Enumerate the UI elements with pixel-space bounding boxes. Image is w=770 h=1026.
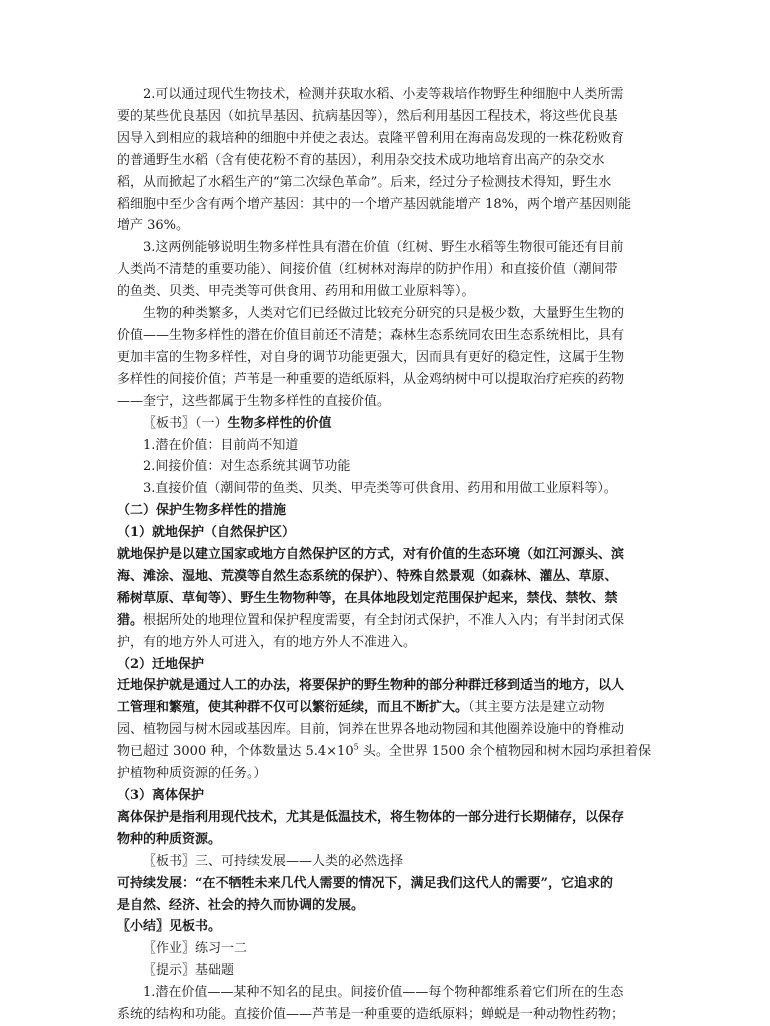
text-line: 迁地保护就是通过人工的办法，将要保护的野生物种的部分种群迁移到适当的地方，以人 — [117, 678, 625, 694]
answer-line: 1.潜在价值——某种不知名的昆虫。间接价值——每个物种都维系着它们所在的生态 — [143, 985, 624, 1001]
text-line: 3.这两例能够说明生物多样性具有潜在价值（红树、野生水稻等生物很可能还有目前 — [143, 240, 624, 256]
answer-line: 系统的结构和功能。直接价值——芦苇是一种重要的造纸原料；蝉蜕是一种动物性药物； — [117, 1007, 625, 1023]
text-line: 多样性的间接价值；芦苇是一种重要的造纸原料，从金鸡纳树中可以提取治疗疟疾的药物 — [117, 371, 625, 387]
summary-line: 〖小结〗见板书。 — [117, 919, 222, 935]
text-line: 可持续发展：“在不牺牲未来几代人需要的情况下，满足我们这代人的需要”，它追求的 — [117, 875, 613, 891]
text-line: 价值——生物多样性的潜在价值目前还不清楚；森林生态系统同农田生态系统相比，具有 — [117, 327, 625, 343]
text-line: 物种的种质资源。 — [117, 831, 222, 847]
subsection-heading: （3）离体保护 — [117, 788, 205, 803]
text-line: 要的某些优良基因（如抗旱基因、抗病基因等），然后利用基因工程技术，将这些优良基 — [117, 108, 618, 124]
board-heading-1: 〖板书〗（一）生物多样性的价值 — [143, 415, 332, 431]
text-line: 稻细胞中至少含有两个增产基因：其中的一个增产基因就能增产 18%，两个增产基因则能 — [117, 196, 632, 212]
text-line: ——奎宁，这些都属于生物多样性的直接价值。 — [117, 393, 391, 409]
board-item: 1.潜在价值：目前尚不知道 — [143, 437, 299, 453]
text-line: 的鱼类、贝类、甲壳类等可供食用、药用和用做工业原料等）。 — [117, 284, 475, 300]
text-line: 增产 36%。 — [117, 218, 190, 234]
text-line: 更加丰富的生物多样性，对自身的调节功能更强大，因而具有更好的稳定性，这属于生物 — [117, 349, 625, 365]
subsection-heading: （1）就地保护（自然保护区） — [117, 525, 296, 541]
homework-line: 〖作业〗练习一二 — [143, 941, 248, 957]
text-line: 就地保护是以建立国家或地方自然保护区的方式，对有价值的生态环境（如江河源头、滨 — [117, 547, 625, 563]
text-line: 物已超过 3000 种，个体数量达 $5.4\times 10^5$ 头。全世界 1500 余个植物园和树木园均承担着保 — [117, 742, 652, 760]
text-line: 人类尚不清楚的重要功能）、间接价值（红树林对海岸的防护作用）和直接价值（潮间带 — [117, 262, 618, 278]
text-line: 护植物种质资源的任务。） — [117, 766, 267, 782]
section-heading: （二）保护生物多样性的措施 — [117, 503, 287, 519]
text-line: 护，有的地方外人可进入，有的地方外人不准进入。 — [117, 634, 417, 650]
paragraph-block — [117, 84, 653, 413]
text-line: 生物的种类繁多，人类对它们已经做过比较充分研究的只是极少数，大量野生生物的 — [143, 306, 625, 322]
text-line: 离体保护是指利用现代技术，尤其是低温技术，将生物体的一部分进行长期储存，以保存 — [117, 809, 625, 825]
board-heading-3: 〖板书〗三、可持续发展——人类的必然选择 — [143, 853, 404, 869]
hint-line: 〖提示〗基础题 — [143, 963, 235, 979]
text-line: 的普通野生水稻（含有使花粉不育的基因），利用杂交技术成功地培育出高产的杂交水 — [117, 152, 605, 168]
text-line: 稀树草原、草甸等）、野生生物物种等，在具体地段划定范围保护起来，禁伐、禁牧、禁 — [117, 590, 618, 606]
text-line: 稻，从而掀起了水稻生产的“第二次绿色革命”。后来，经过分子检测技术得知，野生水 — [117, 174, 612, 190]
document-page — [117, 84, 653, 1026]
text-line: 是自然、经济、社会的持久而协调的发展。 — [117, 897, 365, 913]
text-line: 海、滩涂、湿地、荒漠等自然生态系统的保护）、特殊自然景观（如森林、灌丛、草原、 — [117, 568, 618, 584]
subsection-heading: （2）迁地保护 — [117, 656, 205, 672]
text-line: 园、植物园与树木园或基因库。目前，饲养在世界各地动物园和其他圈养设施中的脊椎动 — [117, 722, 625, 738]
board-item: 2.间接价值：对生态系统其调节功能 — [143, 459, 351, 475]
text-line: 工管理和繁殖，使其种群不仅可以繁衍延续，而且不断扩大。（其主要方法是建立动物 — [117, 700, 605, 716]
text-line: 因导入到相应的栽培种的细胞中并使之表达。袁隆平曾利用在海南岛发现的一株花粉败育 — [117, 130, 625, 146]
text-line: 2.可以通过现代生物技术，检测并获取水稻、小麦等栽培作物野生种细胞中人类所需 — [143, 87, 624, 102]
board-item: 3.直接价值（潮间带的鱼类、贝类、甲壳类等可供食用、药用和用做工业原料等）。 — [143, 481, 617, 497]
text-line: 猎。根据所处的地理位置和保护程度需要，有全封闭式保护，不准人入内；有半封闭式保 — [117, 612, 625, 628]
